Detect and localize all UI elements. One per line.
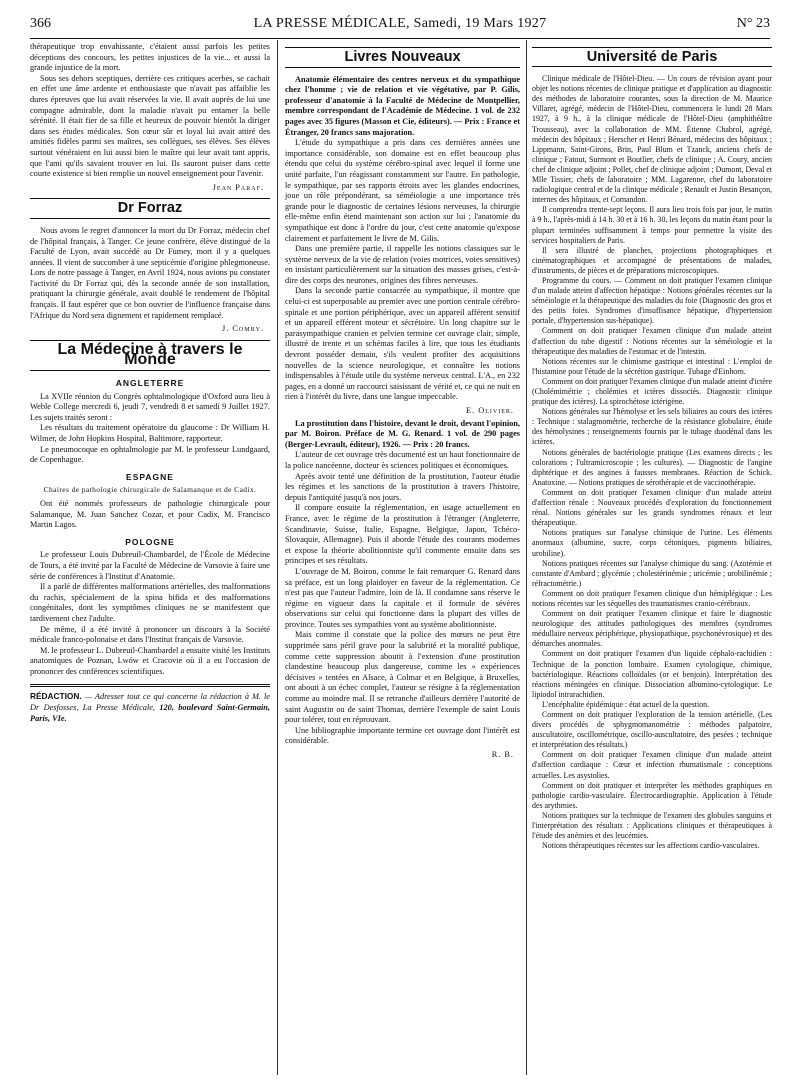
book-review-paragraph: Après avoir tenté une définition de la prostitution, l'auteur étudie les régimes et les sanctions de la prostitution à travers l'histoire, depuis l'antiquité jusqu'à nos jours. (285, 471, 520, 502)
angleterre-paragraph: Le pneumocoque en ophtalmologie par M. le professeur Lundgaard, de Copenhague. (30, 444, 270, 465)
section-heading-pologne: POLOGNE (125, 536, 175, 547)
espagne-paragraph: Ont été nommés professeurs de pathologie chirurgicale pour Salamanque, M. Juan Sanchez Cozar, et pour Cadix, M. Francisco Martin Lagos. (30, 498, 270, 530)
book-review-paragraph: L'auteur de cet ouvrage très documenté est un haut fonctionnaire de la police nancéenne, docteur ès sciences politiques et économiques. (285, 450, 520, 470)
column-rule-1 (277, 40, 278, 1075)
page-number: 366 (30, 16, 51, 31)
university-paragraph: Comment on doit pratiquer l'examen clinique d'un malade atteint d'affection du tube digestif : Notions récentes sur la séméiologie et la thérapeutique des maladies de l'estomac et de l'intestin. (532, 326, 772, 356)
university-paragraph: Il comprendra trente-sept leçons. Il aura lieu trois fois par jour, le matin à 9 h., l'après-midi à 14 h. 30 et à 16 h. 30, les leçons du matin étant pour la plupart terminées suffisamment à temps pour permettre la visite des services hospitaliers de Paris. (532, 205, 772, 245)
university-paragraph: Notions thérapeutiques récentes sur les affections cardio-vasculaires. (542, 841, 760, 851)
book-review-paragraph: Dans la seconde partie consacrée au sympathique, il montre que celui-ci est superposable au premier avec une portion centrale cérébro-spinale et une portion périphérique, avec un appareil afférent sensitif et un appareil efférent moteur et sécrétoire. Un long chapitre sur le parasympathique cranien et pelvien termine cet ouvrage clair, simple, illustré de trente et un schémas faciles à lire, que tous les étudiants devront posséder demain, s'ils veulent profiter des acquisitions nouvelles de la science neurologique, et connaître les notions indispensables à l'étude utile du système nerveux central. L'A., en 232 pages, en a donné un raccourci saisissant de vérité et, ce qui ne nuit en rien à l'intérêt du livre, dans une langue impeccable. (285, 286, 520, 402)
forraz-signature: J. Comby. (222, 324, 264, 334)
new-books-heading: Livres Nouveaux (285, 47, 520, 68)
university-paragraph: Notions pratiques sur la technique de l'examen des globules sanguins et l'interprétation des résultats : Applications cliniques et thérapeutiques à l'étude des anémies et des leucémies. (532, 810, 772, 841)
university-paragraph: Notions générales de bactériologie pratique (Les examens directs ; les colorations ; l'ultramicroscopie ; les cultures). — Diagnostic de l'angine diphtérique et des angines à fausses membranes. Réaction de Schick. Anatoxine. — Notions pratiques de sérothérapie et de vaccinothérapie. (532, 447, 772, 487)
university-paragraph: Il sera illustré de planches, projections photographiques et cinématographiques et accompagné de présentations de malades, d'instruments, de pièces et de préparations microscopiques. (532, 245, 772, 275)
book-reference: La prostitution dans l'histoire, devant le droit, devant l'opinion, par M. Boiron. Préface de M. G. Renard. 1 vol. de 290 pages (Berger-Levrault, éditeur), 1926. — Prix : 20 francs. (285, 418, 520, 449)
book-review-paragraph: Une bibliographie importante termine cet ouvrage dont l'intérêt est considérable. (285, 725, 520, 746)
pologne-paragraph: De même, il a été invité à prononcer un discours à la Société médicale franco-polonaise et dans l'Institut français de Varsovie. (30, 624, 270, 645)
redaction-label: RÉDACTION. (30, 691, 82, 702)
angleterre-paragraph: La XVIIe réunion du Congrès ophtalmologique d'Oxford aura lieu à Weble College mercredi 6, jeudi 7, vendredi 8 et samedi 9 Juillet 1927. Les sujets traités seront : (30, 391, 270, 422)
university-paragraph: Comment on doit pratiquer l'examen clinique et faire le diagnostic neurologique des attitudes pathologiques des membres (syndromes médullaire nerveux périphérique, physiopathique, psychonévrosique) et des démarches anormales. (532, 609, 772, 649)
university-paragraph: Comment on doit pratiquer l'examen clinique d'un hémiplégique : Les notions récentes sur les séquelles des traumatismes cranio-cérébraux. (532, 588, 772, 608)
book-review-paragraph: Il compare ensuite la réglementation, en usage actuellement en France, avec le régime de la prostitution à l'étranger (Angleterre, Scandinavie, Suisse, Italie, Espagne, Belgique, Japon, Tchéco-Slovaquie, Allemagne). Puis il aborde l'étude des courants modernes et expose la théorie abolitionniste qu'il commente ensuite dans ses principes et ses résultats. (285, 503, 520, 566)
column-3 (532, 42, 772, 851)
obituary-paragraph: thérapeutique trop envahissante, c'étaient aussi parfois les petites déceptions des concours, les petites injustices de la vie... et aussi la grande injustice de la mort. (30, 42, 270, 73)
pologne-paragraph: Il a parlé de différentes malformations artérielles, des malformations du rachis, spécialement de la spina bifida et des malformations congénitales, dont les symptômes cliniques ne se manifestent que tardivement chez l'adulte. (30, 582, 270, 623)
obituary-signature: Jean Paraf. (212, 182, 264, 192)
column-2 (285, 42, 520, 763)
university-paragraph: Notions générales sur l'hémolyse et les sels biliaires au cours des ictères : Technique : stalagmométrie, recherche de la résistance globulaire, étude des hémolysines ; renseignements fournis par le tubage duodénal dans les ictères. (532, 407, 772, 447)
angleterre-paragraph: Les résultats du traitement opératoire du glaucome : Dr William H. Wilmer, de John Hopkins Hospital, Baltimore, rapporteur. (30, 423, 270, 443)
forraz-heading: Dr Forraz (30, 198, 270, 219)
redaction-address: 120, boulevard Saint-Germain, Paris, VIe. (30, 703, 270, 723)
journal-title: LA PRESSE MÉDICALE, Samedi, 19 Mars 1927 (253, 16, 547, 31)
university-heading: Université de Paris (532, 47, 772, 67)
redaction-notice (30, 691, 270, 724)
book-review-signature: R. B. (491, 750, 514, 759)
column-rule-2 (526, 40, 527, 1075)
book-reference: Anatomie élémentaire des centres nerveux et du sympathique chez l'homme ; vie de relation et vie végétative, par P. Gilis, professeur d'anatomie à la Faculté de Médecine de Montpellier, membre correspondant de l'Académie de Médecine. 1 vol. de 232 pages avec 35 figures (Masson et Cie, éditeurs). — Prix : France et Étranger, 20 francs sans majoration. (285, 74, 520, 137)
university-paragraph: Notions pratiques sur l'analyse chimique de l'urine. Les éléments anormaux (albumine, sucre, corps cétoniques, pigments biliaires, urobiline). (532, 528, 772, 558)
book-review-paragraph: L'étude du sympathique a pris dans ces dernières années une importance considérable, son domaine est en effet beaucoup plus étendu que celui du système cérébro-spinal avec lequel il forme une unité parfaite, l'un réagissant constamment sur l'autre. En pathologie, le sympathique, par ses rapports étroits avec les glandes endocrines, joue un rôle prépondérant, sa séméiologie a une importance très grande pour le diagnostic de certaines lésions nerveuses, la chirurgie elle-même enfin étend maintenant son action sur lui ; l'anatomie du sympathique est donc à l'ordre du jour, c'est cette anatomie qu'expose clairement et parfaitement le livre de M. Gilis. (285, 138, 520, 243)
column-1 (30, 42, 270, 724)
book-review-signature: E. Olivier. (466, 406, 514, 415)
book-review-paragraph: Mais comme il constate que la police des mœurs ne peut être supprimée sans péril grave pour la salubrité et la moralité publique, comme cette suppression aboutit à l'extension d'une prostitution clandestine beaucoup plus dangereuse, comme les « expériences décisives » tentées en Alsace, à Colmar et en Belgique, à Bruxelles, ont abouti à un échec complet, l'auteur se résigne à la réglementation comme au moindre mal. Il se retranche d'ailleurs derrière l'autorité de saint Augustin ou de saint Thomas, derrière l'exemple de saint Louis pour tolérer, tout en réprouvant. (285, 630, 520, 725)
university-paragraph: Comment on doit pratiquer l'examen clinique d'un malade atteint d'ictère (Cholémimétrie ; cholémies et ictères dissociés. Diagnostic clinique pratique des ictères). La spirochétose ictérigène. (532, 376, 772, 407)
university-paragraph: Comment on doit pratiquer l'exploration de la tension artérielle. (Les divers procédés de sphygmomanométrie : méthodes palpatoire, auscultatoire, oscillométrique, oscillo-auscultatoire, des pesées ; technique et interprétation des résultats.) (532, 710, 772, 750)
espagne-subheading: Chaires de pathologie chirurgicale de Salamanque et de Cadix. (43, 485, 257, 495)
header-rule (30, 38, 770, 39)
book-review-paragraph: L'ouvrage de M. Boiron, comme le fait remarquer G. Renard dans sa préface, est un long plaidoyer en faveur de la réglementation. Ce n'est pas que l'auteur l'admire, loin de là. Il condamne sans réserve le régime en vigueur dans la capitale et il formule de sévères observations sur celui qui fonctionne dans la plupart des villes de province. Toutes ses sympathies vont au système abolitionniste. (285, 566, 520, 629)
section-heading-espagne: ESPAGNE (126, 471, 174, 482)
section-heading-angleterre: ANGLETERRE (115, 378, 185, 389)
pologne-paragraph: M. le professeur L. Dubreuil-Chambardel a ensuite visité les Instituts anatomiques de Poznan, Lwów et Cracovie où il a eu l'occasion de prononcer des conférences scientifiques. (30, 645, 270, 676)
university-paragraph: Notions pratiques récentes sur l'analyse chimique du sang. (Azotémie et constante d'Ambard ; glycémie ; cholestérinémie ; uricémie ; urobilinémie ; réfractométrie.) (532, 558, 772, 588)
pologne-paragraph: Le professeur Louis Dubreuil-Chambardel, de l'École de Médecine de Tours, a été invité par la Faculté de Médecine de Varsovie à faire une série de conférences à l'Institut d'Anatomie. (30, 550, 270, 581)
issue-number: N° 23 (736, 16, 770, 31)
obituary-paragraph: Sous ses dehors sceptiques, derrière ces critiques acerbes, se cachait en effet une âme ardente et enthousiaste que n'avait pas affaiblie les dures épreuves que lui avait réservées la vie. Il avait auprès de lui une compagne admirable, dont la maladie n'avait pu entamer la belle sérénité. Il était fier de sa fille et heureux de pouvoir bientôt la diriger dans ses études médicales. Son cœur sûr et loyal lui avait attiré des amitiés fidèles parmi ses maîtres, ses collègues, ses élèves. Ses élèves surtout vénéraient en lui aussi bien le maître qui leur avait tant appris, que l'ami qu'ils savaient trouver en lui. Ils sauront puiser dans cette courte existence si bien remplie un nouvel enseignement pour l'avenir. (30, 73, 270, 179)
university-paragraph: L'encéphalite épidémique : état actuel de la question. (542, 699, 710, 709)
university-paragraph: Comment on doit pratiquer et interpréter les méthodes graphiques en pathologie cardio-vasculaire. Électrocardiographie. Application à l'étude des arythmies. (532, 780, 772, 810)
book-review-paragraph: Dans une première partie, il rappelle les notions classiques sur le système nerveux de la vie de relation (voies motrices, voies sensitives) en insistant particulièrement sur la situation des masses grises, c'est-à-dire des corps des neurones, origines des fibres nerveuses. (285, 244, 520, 285)
university-paragraph: Notions récentes sur le chimisme gastrique et intestinal : L'emploi de l'histamine pour l'étude de la sécrétion gastrique. Tubage d'Einhorn. (532, 356, 772, 376)
page-header (30, 16, 770, 36)
university-paragraph: Comment on doit pratiquer l'examen clinique d'un malade atteint d'affection cardiaque : Cœur et infection rhumatismale : conceptions actuelles. Les asystolies. (532, 750, 772, 780)
university-paragraph: Comment on doit pratiquer l'examen clinique d'un malade atteint d'affection rénale : Nouveaux procédés d'exploration du fonctionnement rénal. Notions générales sur les grands syndromes rénaux et leur thérapeutique. (532, 487, 772, 528)
redaction-rule (30, 684, 270, 687)
university-paragraph: Clinique médicale de l'Hôtel-Dieu. — Un cours de révision ayant pour objet les notions récentes de clinique pratique et d'application au diagnostic des méthodes de laboratoire courantes, sous la direction de M. Maurice Villaret, agrégé, médecin de l'Hôtel-Dieu, commencera le lundi 28 Mars 1927, à 9 h., à la clinique médicale de l'Hôtel-Dieu (amphithéâtre Trousseau), avec la collaboration de MM. Étienne Chabrol, agrégé, médecin des hôpitaux ; Herscher et Henri Bénard, médecins des hôpitaux ; Lippmann, Saint-Girons, Brin, Paul Blum et Tzanck, anciens chefs de clinique ; Fatout, Surmont et Boutlier, chefs de clinique ; A. Coury, ancien chef de clinique adjoint ; Pollet, chef de clinique adjoint ; Dumont, Deval et Mlle Tissier, chefs de laboratoire ; MM. Lagarenne, chef du laboratoire radiologique central et de la clinique médicale ; Renault et Justin Besançon, internes des hôpitaux, et Comandon. (532, 74, 772, 205)
university-paragraph: Comment on doit pratiquer l'examen d'un liquide céphalo-rachidien : Technique de la ponction lombaire. Examen cytologique, chimique, bactériologique. Réactions colloïdales (or et benjoin). Interprétation des réactions méningées en clinique. Dissociation albumino-cytologique. Le lipiodol intrarachidien. (532, 649, 772, 699)
world-medicine-heading: La Médecine à travers le Monde (30, 340, 270, 371)
university-paragraph: Programme du cours. — Comment on doit pratiquer l'examen clinique d'un malade atteint d'affection hépatique : Notions générales récentes sur la séméiologie et la thérapeutique des maladies du foie (Diagnostic des gros et des petits foies. Syndromes d'insuffisance hépatique, d'hypertension portale, d'hypertension sus-hépatique). (532, 275, 772, 326)
redaction-text: — Adresser tout ce qui concerne la rédaction à M. le Dr Desfosses, La Presse Médicale, (30, 692, 270, 713)
forraz-paragraph: Nous avons le regret d'annoncer la mort du Dr Forraz, médecin chef de l'hôpital français, à Tanger. Ce jeune confrère, élève distingué de la Faculté de Lyon, avait succédé au Dr Fumey, mort il y a quelques années. Il vient de succomber à une septicémie d'origine phlegmoneuse. Lors de notre passage à Tanger, en Avril 1924, nous avions pu constater l'activité du Dr Forraz qui, dès la seconde année de son installation, pratiquant la chirurgie générale, avait doublé le rendement de l'hôpital français. Il faut espérer que ce bon ouvrier de l'influence française dans l'Afrique du Nord sera dignement et rapidement remplacé. (30, 225, 270, 320)
